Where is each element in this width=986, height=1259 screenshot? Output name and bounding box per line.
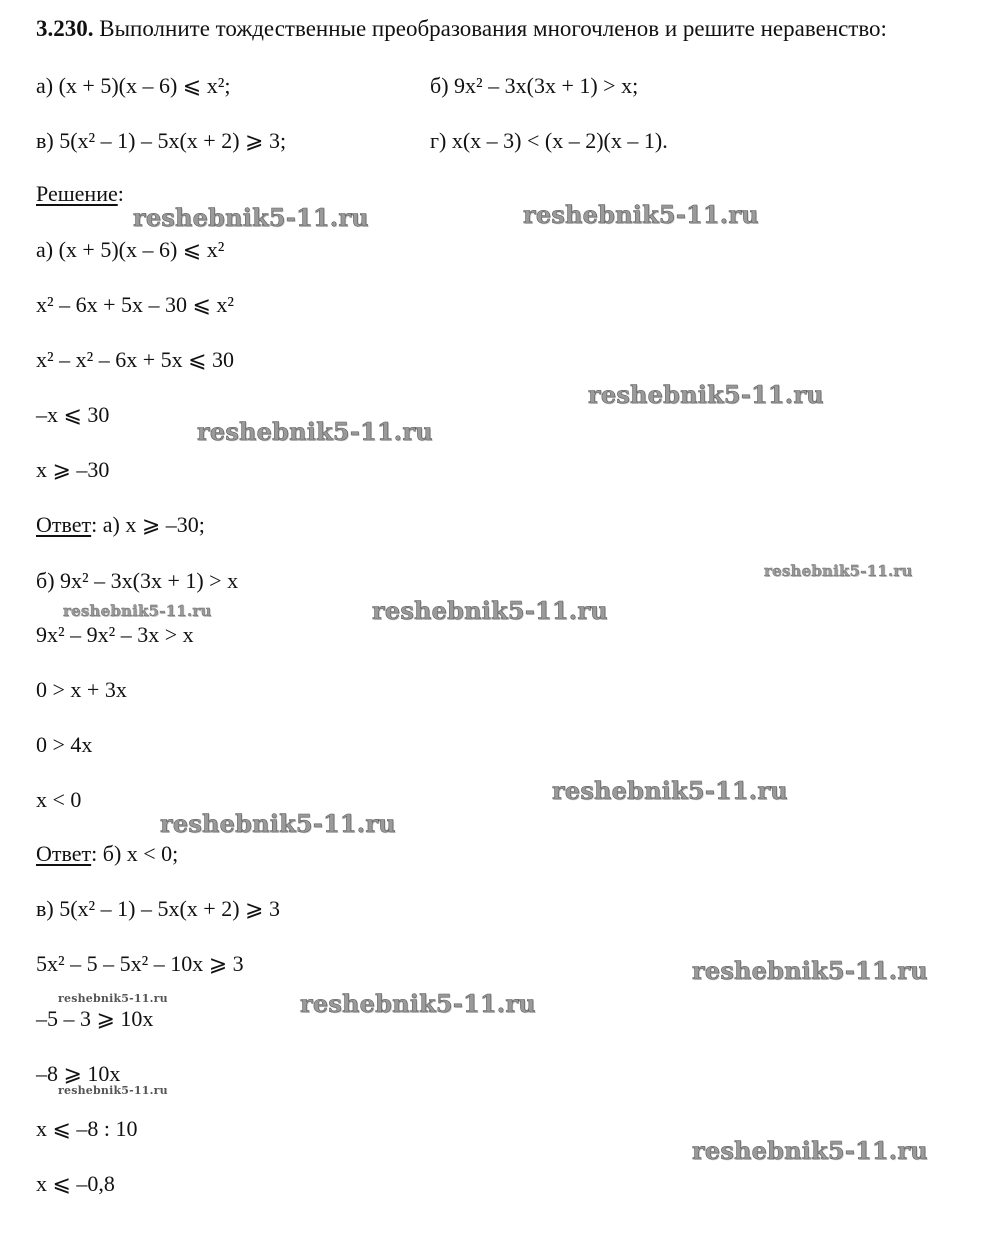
watermark: reshebnik5-11.ru bbox=[372, 596, 608, 625]
step-a-3: x² – x² – 6x + 5x ⩽ 30 bbox=[36, 347, 235, 372]
solution-heading bbox=[36, 181, 124, 207]
problem-header bbox=[36, 16, 887, 42]
problem-number: 3.230. bbox=[36, 16, 94, 41]
answer-b-text: : б) x < 0; bbox=[91, 841, 179, 866]
watermark: reshebnik5-11.ru bbox=[523, 200, 759, 229]
step-v-3: –5 – 3 ⩾ 10x bbox=[36, 1006, 154, 1031]
task-v: в) 5(x² – 1) – 5x(x + 2) ⩾ 3; bbox=[36, 128, 287, 153]
step-a-2: x² – 6x + 5x – 30 ⩽ x² bbox=[36, 292, 235, 317]
step-b-1: б) 9x² – 3x(3x + 1) > x bbox=[36, 568, 239, 593]
step-v-4: –8 ⩾ 10x bbox=[36, 1061, 121, 1086]
step-b-4: 0 > 4x bbox=[36, 732, 93, 757]
step-a-1: а) (x + 5)(x – 6) ⩽ x² bbox=[36, 237, 225, 262]
step-b-3: 0 > x + 3x bbox=[36, 677, 127, 702]
watermark: reshebnik5-11.ru bbox=[133, 203, 369, 232]
step-v-5: x ⩽ –8 : 10 bbox=[36, 1116, 138, 1141]
answer-a-text: : а) x ⩾ –30; bbox=[91, 512, 205, 537]
watermark: reshebnik5-11.ru bbox=[588, 380, 824, 409]
answer-a bbox=[36, 512, 205, 538]
answer-label-b: Ответ bbox=[36, 841, 92, 866]
step-v-1: в) 5(x² – 1) – 5x(x + 2) ⩾ 3 bbox=[36, 896, 280, 921]
answer-label-a: Ответ bbox=[36, 512, 92, 537]
task-a: а) (x + 5)(x – 6) ⩽ x²; bbox=[36, 73, 231, 98]
watermark: reshebnik5-11.ru bbox=[58, 992, 168, 1005]
watermark: reshebnik5-11.ru bbox=[197, 417, 433, 446]
step-v-2: 5x² – 5 – 5x² – 10x ⩾ 3 bbox=[36, 951, 244, 976]
watermark: reshebnik5-11.ru bbox=[764, 562, 913, 580]
watermark: reshebnik5-11.ru bbox=[58, 1084, 168, 1097]
watermark: reshebnik5-11.ru bbox=[692, 1136, 928, 1165]
step-v-6: x ⩽ –0,8 bbox=[36, 1171, 115, 1196]
task-b: б) 9x² – 3x(3x + 1) > x; bbox=[430, 73, 639, 98]
problem-statement: Выполните тождественные преобразования многочленов и решите неравенство: bbox=[93, 16, 887, 41]
step-a-5: x ⩾ –30 bbox=[36, 457, 110, 482]
watermark: reshebnik5-11.ru bbox=[692, 956, 928, 985]
step-b-2: 9x² – 9x² – 3x > x bbox=[36, 622, 194, 647]
watermark: reshebnik5-11.ru bbox=[160, 809, 396, 838]
solution-colon: : bbox=[117, 181, 124, 206]
watermark: reshebnik5-11.ru bbox=[552, 776, 788, 805]
watermark: reshebnik5-11.ru bbox=[300, 989, 536, 1018]
solution-label: Решение bbox=[36, 181, 118, 206]
answer-b bbox=[36, 841, 178, 867]
task-g: г) x(x – 3) < (x – 2)(x – 1). bbox=[430, 128, 668, 153]
watermark: reshebnik5-11.ru bbox=[63, 602, 212, 620]
step-a-4: –x ⩽ 30 bbox=[36, 402, 110, 427]
step-b-5: x < 0 bbox=[36, 787, 82, 812]
